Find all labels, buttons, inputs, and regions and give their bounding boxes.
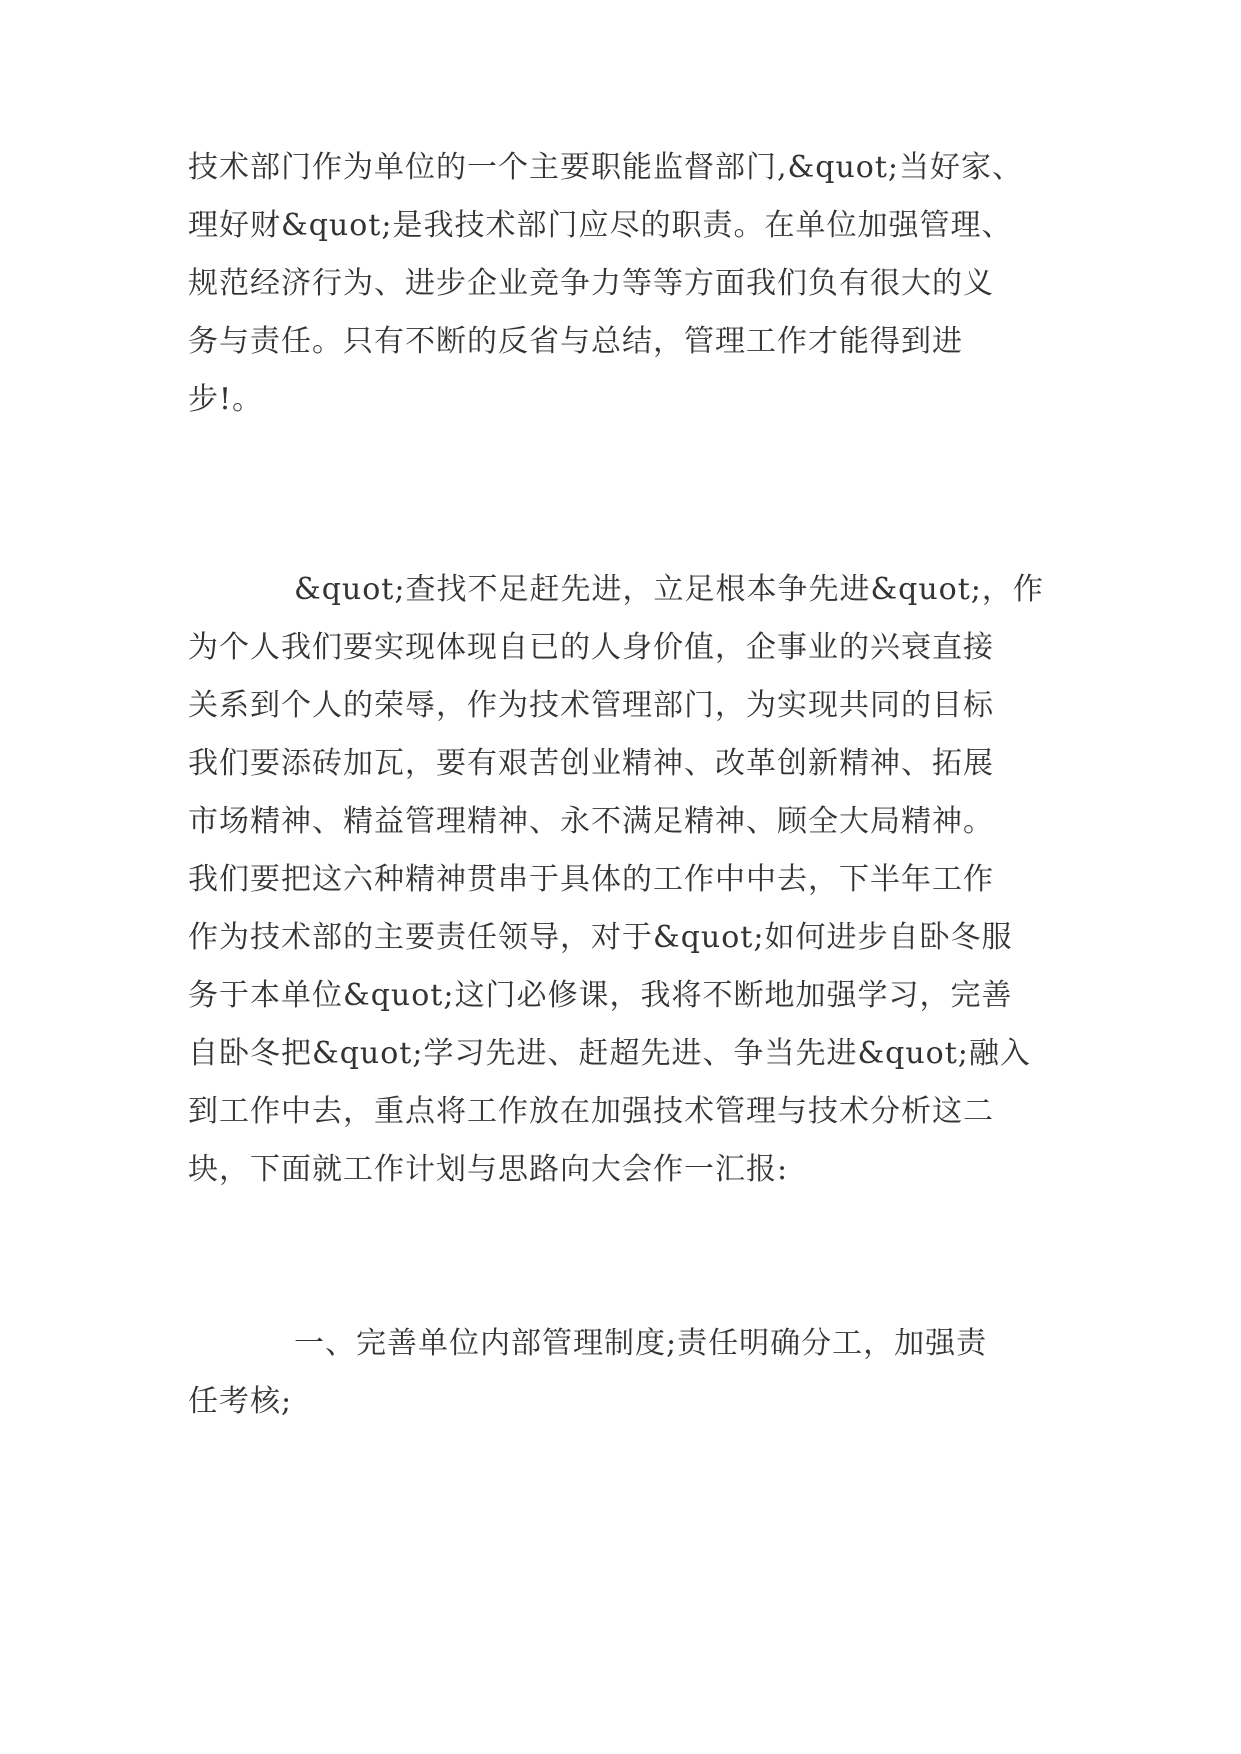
paragraph-line: 理好财&quot;是我技术部门应尽的职责。在单位加强管理、 xyxy=(188,208,1013,243)
paragraph-line: 我们要把这六种精神贯串于具体的工作中中去，下半年工作 xyxy=(188,862,994,897)
paragraph-line: 务于本单位&quot;这门必修课，我将不断地加强学习，完善 xyxy=(188,978,1013,1013)
paragraph-line: 任考核; xyxy=(188,1384,293,1419)
paragraph-line: 关系到个人的荣辱，作为技术管理部门，为实现共同的目标 xyxy=(188,688,994,723)
paragraph-line: 技术部门作为单位的一个主要职能监督部门,&quot;当好家、 xyxy=(188,150,1023,185)
paragraph-line: 一、完善单位内部管理制度;责任明确分工，加强责 xyxy=(294,1326,988,1361)
paragraph-line: 务与责任。只有不断的反省与总结，管理工作才能得到进 xyxy=(188,324,963,359)
paragraph-line: 我们要添砖加瓦，要有艰苦创业精神、改革创新精神、拓展 xyxy=(188,746,994,781)
paragraph-line: 规范经济行为、进步企业竞争力等等方面我们负有很大的义 xyxy=(188,266,994,301)
paragraph-line: 自卧冬把&quot;学习先进、赶超先进、争当先进&quot;融入 xyxy=(188,1036,1031,1071)
paragraph-line: 作为技术部的主要责任领导，对于&quot;如何进步自卧冬服 xyxy=(188,920,1013,955)
paragraph-line: 市场精神、精益管理精神、永不满足精神、顾全大局精神。 xyxy=(188,804,994,839)
paragraph-line: 为个人我们要实现体现自已的人身价值，企事业的兴衰直接 xyxy=(188,630,994,665)
paragraph-line: 块，下面就工作计划与思路向大会作一汇报: xyxy=(188,1152,789,1187)
paragraph-line: &quot;查找不足赶先进，立足根本争先进&quot;，作 xyxy=(294,572,1044,607)
paragraph-line: 步!。 xyxy=(188,382,264,417)
paragraph-line: 到工作中去，重点将工作放在加强技术管理与技术分析这二 xyxy=(188,1094,994,1129)
